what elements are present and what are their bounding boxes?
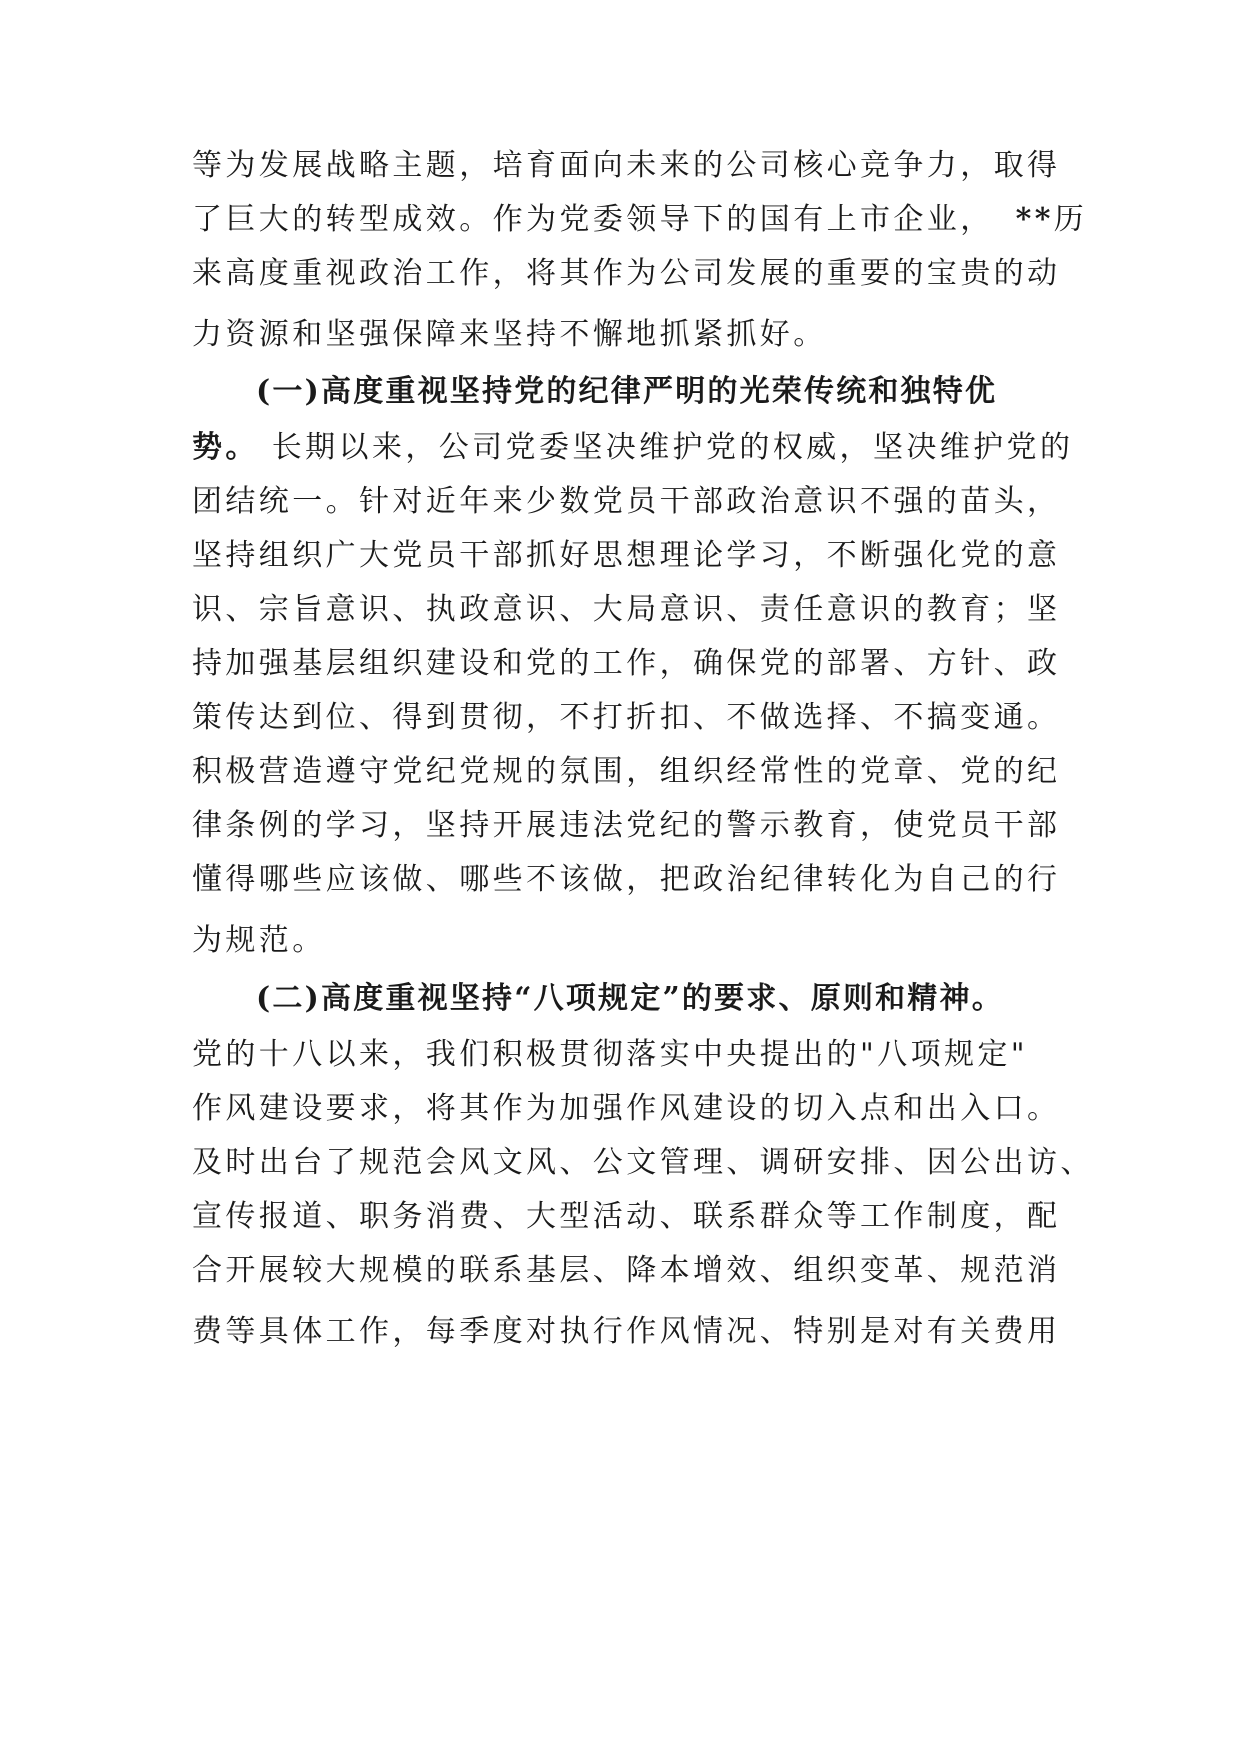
section1-body-line-3: 识、宗旨意识、执政意识、大局意识、责任意识的教育；坚 — [192, 592, 1061, 627]
section1-body-line-4: 持加强基层组织建设和党的工作，确保党的部署、方针、政 — [192, 646, 1061, 681]
intro-line-2-text: 了巨大的转型成效。作为党委领导下的国有上市企业， — [192, 202, 994, 237]
section2-heading: (二)高度重视坚持“八项规定”的要求、原则和精神。 — [256, 981, 1004, 1016]
section1-body-line-9: 为规范。 — [192, 923, 326, 958]
section2-body-line-3: 及时出台了规范会风文风、公文管理、调研安排、因公出访、 — [192, 1145, 1094, 1180]
intro-line-4: 力资源和坚强保障来坚持不懈地抓紧抓好。 — [192, 317, 827, 352]
section2-body-line-5: 合开展较大规模的联系基层、降本增效、组织变革、规范消 — [192, 1253, 1061, 1288]
intro-line-2-tail: 历 — [1053, 202, 1088, 237]
section1-heading-line-2 — [192, 428, 1074, 468]
section1-body-line-8: 懂得哪些应该做、哪些不该做，把政治纪律转化为自己的行 — [192, 862, 1061, 897]
intro-line-2 — [192, 200, 1088, 240]
section1-body-line-6: 积极营造遵守党纪党规的氛围，组织经常性的党章、党的纪 — [192, 754, 1061, 789]
intro-line-1: 等为发展战略主题，培育面向未来的公司核心竞争力，取得 — [192, 148, 1061, 183]
section1-body-line-7: 律条例的学习，坚持开展违法党纪的警示教育，使党员干部 — [192, 808, 1061, 843]
section2-body-line-4: 宣传报道、职务消费、大型活动、联系群众等工作制度，配 — [192, 1199, 1061, 1234]
section1-heading-line-1: (一)高度重视坚持党的纪律严明的光荣传统和独特优 — [256, 374, 998, 409]
section1-body-line-5: 策传达到位、得到贯彻，不打折扣、不做选择、不搞变通。 — [192, 700, 1061, 735]
section1-body-line-2: 坚持组织广大党员干部抓好思想理论学习，不断强化党的意 — [192, 538, 1061, 573]
section2-body-line-1: 党的十八以来，我们积极贯彻落实中央提出的"八项规定" — [192, 1037, 1028, 1072]
section2-body-line-2: 作风建设要求，将其作为加强作风建设的切入点和出入口。 — [192, 1091, 1061, 1126]
intro-line-3: 来高度重视政治工作，将其作为公司发展的重要的宝贵的动 — [192, 256, 1061, 291]
section1-body-line-1: 团结统一。针对近年来少数党员干部政治意识不强的苗头， — [192, 484, 1061, 519]
section1-heading-end: 势。 — [192, 430, 259, 465]
redacted-company-name: ** — [1015, 202, 1054, 237]
section2-body-line-6: 费等具体工作，每季度对执行作风情况、特别是对有关费用 — [192, 1314, 1061, 1349]
section1-first-body: 长期以来，公司党委坚决维护党的权威，坚决维护党的 — [258, 430, 1074, 465]
